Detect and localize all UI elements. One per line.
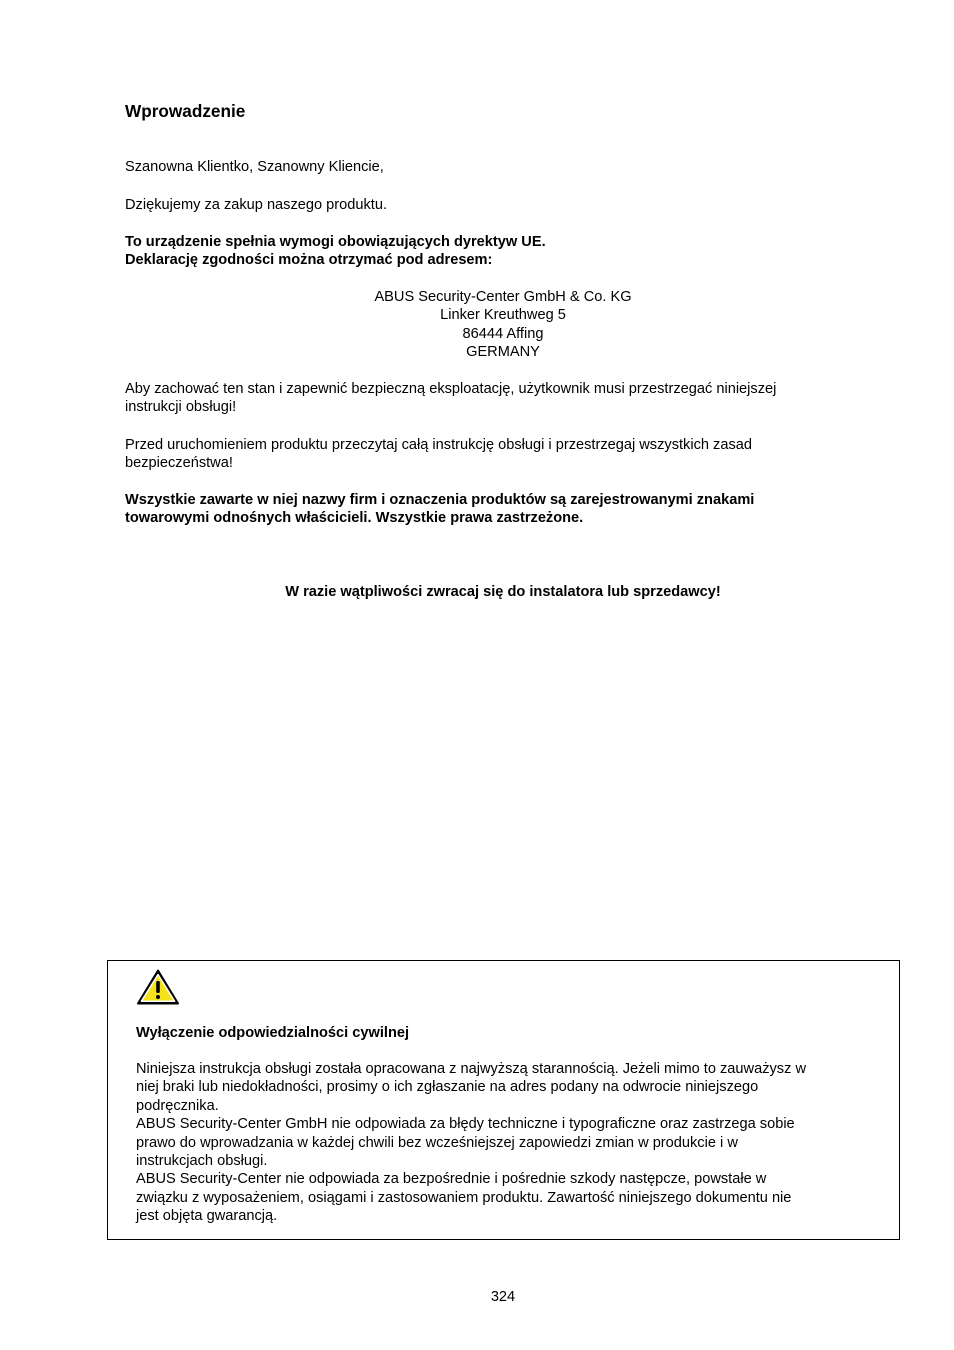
disclaimer-line: ABUS Security-Center nie odpowiada za bezpośrednie i pośrednie szkody następcze, powstałe w [136,1171,767,1188]
trademark-line-1: Wszystkie zawarte w niej nazwy firm i oznaczenia produktów są zarejestrowanymi znakami [125,492,755,508]
address-country: GERMANY [466,344,540,361]
disclaimer-line: instrukcjach obsługi. [136,1153,268,1170]
disclaimer-line: prawo do wprowadzania w każdej chwili bez wcześniejszej zapowiedzi zmian w produkcie i w [136,1134,738,1151]
compliance-line-2: Deklarację zgodności można otrzymać pod adresem: [125,252,493,269]
safety-line-2: instrukcji obsługi! [125,399,237,416]
address-street: Linker Kreuthweg 5 [440,307,566,324]
manufacturer-address [125,288,881,362]
page-number: 324 [490,1289,516,1305]
disclaimer-text [136,1060,886,1226]
disclaimer-line: ABUS Security-Center GmbH nie odpowiada za błędy techniczne i typograficzne oraz zastrzega sobie [136,1116,795,1133]
read-instructions-note [125,436,865,473]
disclaimer-line: Niniejsza instrukcja obsługi została opracowana z najwyższą starannością. Jeżeli mimo to zauważysz w [136,1061,806,1077]
safety-note [125,380,865,417]
warning-triangle-icon [136,968,180,1006]
compliance-note [125,233,865,270]
address-company: ABUS Security-Center GmbH & Co. KG [374,289,632,305]
read-line-2: bezpieczeństwa! [125,455,233,472]
doubt-note: W razie wątpliwości zwracaj się do instalatora lub sprzedawcy! [285,584,721,600]
disclaimer-title: Wyłączenie odpowiedzialności cywilnej [136,1025,410,1041]
page-heading: Wprowadzenie [125,101,246,121]
disclaimer-line: związku z wyposażeniem, osiągami i zastosowaniem produktu. Zawartość niniejszego dokumentu nie [136,1189,792,1206]
safety-line-1: Aby zachować ten stan i zapewnić bezpieczną eksploatację, użytkownik musi przestrzegać niniejszej [125,381,777,397]
address-city: 86444 Affing [462,325,544,342]
trademark-line-2: towarowymi odnośnych właścicieli. Wszystkie prawa zastrzeżone. [125,510,584,527]
compliance-line-1: To urządzenie spełnia wymogi obowiązujących dyrektyw UE. [125,234,546,250]
disclaimer-line: jest objęta gwarancją. [136,1208,278,1225]
read-line-1: Przed uruchomieniem produktu przeczytaj całą instrukcję obsługi i przestrzegaj wszystkich zasad [125,437,752,453]
disclaimer-line: podręcznika. [136,1097,219,1114]
disclaimer-line: niej braki lub niedokładności, prosimy o ich zgłaszanie na adres podany na odwrocie niniejszego [136,1079,759,1096]
trademark-note [125,491,865,528]
disclaimer-box [107,960,900,1240]
greeting-text: Szanowna Klientko, Szanowny Kliencie, [125,159,384,175]
thanks-text: Dziękujemy za zakup naszego produktu. [125,197,388,213]
